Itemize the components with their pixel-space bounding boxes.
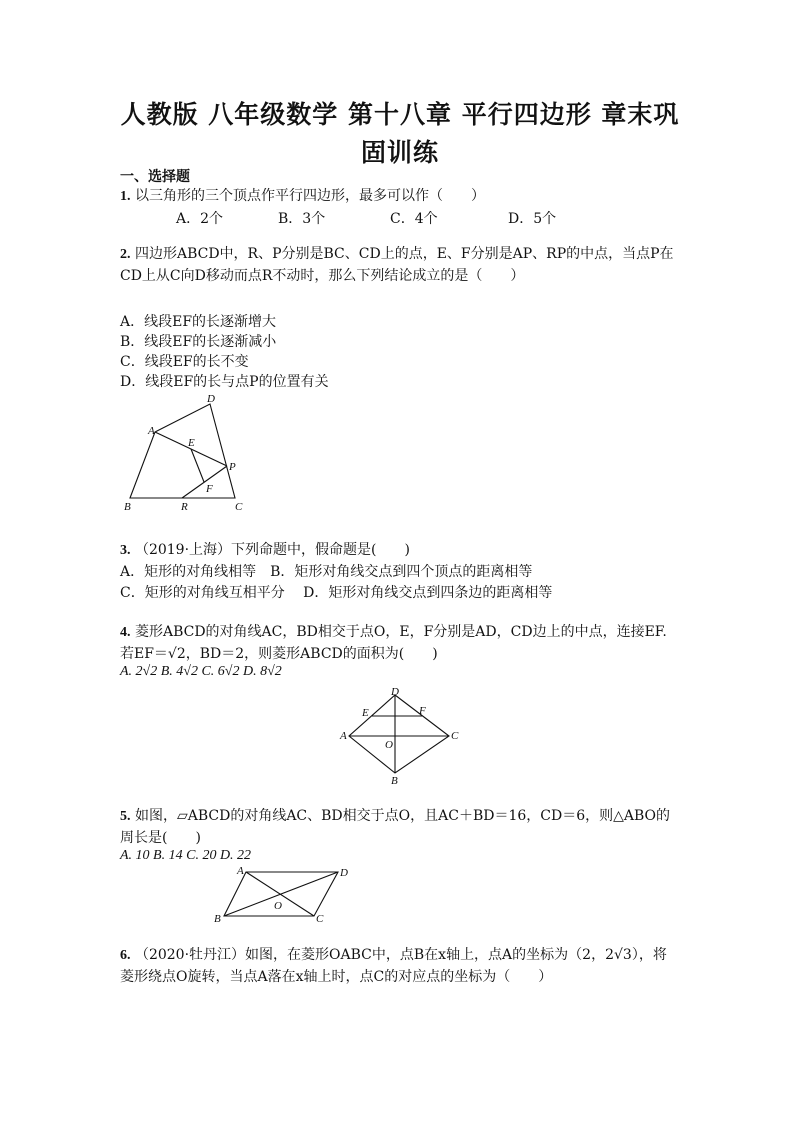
label-p: P xyxy=(229,461,236,473)
section-heading: 一、选择题 xyxy=(120,169,190,185)
label-a: A xyxy=(237,865,244,877)
label-e: E xyxy=(188,437,195,449)
label-o: O xyxy=(385,739,393,751)
q1-option-d: D．5个 xyxy=(508,211,557,227)
question-number: 5. xyxy=(120,809,131,824)
q5-options: A. 10 B. 14 C. 20 D. 22 xyxy=(120,848,252,863)
question-text: 如图，▱ABCD的对角线AC、BD相交于点O，且AC＋BD＝16，CD＝6，则△ABO的周长是( ) xyxy=(120,808,671,846)
q2-option-b: B．线段EF的长逐渐减小 xyxy=(120,334,277,350)
label-r: R xyxy=(181,501,188,513)
question-number: 1. xyxy=(120,189,131,204)
label-d: D xyxy=(391,686,399,698)
page-title: 人教版 八年级数学 第十八章 平行四边形 章末巩固训练 xyxy=(120,100,680,167)
question-text: （2020·牡丹江）如图，在菱形OABC中，点B在x轴上，点A的坐标为（2，2√3），将菱形绕点O旋转，当点A落在x轴上时，点C的对应点的坐标为（ ） xyxy=(120,947,667,985)
label-d: D xyxy=(340,867,348,879)
q1-option-c: C．4个 xyxy=(390,211,438,227)
question-4 xyxy=(120,622,680,664)
label-c: C xyxy=(235,501,243,513)
label-b: B xyxy=(391,775,398,784)
question-6 xyxy=(120,945,680,987)
label-d: D xyxy=(207,393,215,405)
question-3 xyxy=(120,540,680,562)
segment-rp xyxy=(182,466,227,498)
question-number: 2. xyxy=(120,247,131,262)
q2-option-a: A．线段EF的长逐渐增大 xyxy=(120,314,277,330)
q5-parallelogram-figure xyxy=(210,864,360,924)
quadrilateral-abcd xyxy=(130,404,235,498)
label-c: C xyxy=(451,730,459,742)
q1-option-b: B．3个 xyxy=(278,211,326,227)
label-f: F xyxy=(206,483,213,495)
question-1 xyxy=(120,186,680,208)
label-b: B xyxy=(214,913,221,924)
q3-options-line-1: A．矩形的对角线相等 B．矩形对角线交点到四个顶点的距离相等 xyxy=(120,564,533,580)
label-o: O xyxy=(274,900,282,912)
question-2 xyxy=(120,244,680,286)
question-number: 4. xyxy=(120,625,131,640)
question-number: 6. xyxy=(120,948,131,963)
question-5 xyxy=(120,806,680,848)
question-text: （2019·上海）下列命题中，假命题是( ) xyxy=(134,542,410,558)
question-text: 四边形ABCD中，R、P分别是BC、CD上的点，E、F分别是AP、RP的中点，当点P在CD上从C向D移动而点R不动时，那么下列结论成立的是（ ） xyxy=(120,246,674,284)
question-number: 3. xyxy=(120,543,131,558)
q3-options-line-2: C．矩形的对角线互相平分 D．矩形对角线交点到四条边的距离相等 xyxy=(120,585,553,601)
label-a: A xyxy=(148,425,155,437)
question-text: 以三角形的三个顶点作平行四边形，最多可以作（ ） xyxy=(134,188,485,204)
q1-option-a: A．2个 xyxy=(176,211,224,227)
q2-quadrilateral-figure xyxy=(118,388,258,518)
question-text: 菱形ABCD的对角线AC，BD相交于点O，E，F分别是AD，CD边上的中点，连接EF.若EF＝√2，BD＝2，则菱形ABCD的面积为( ) xyxy=(120,624,667,662)
label-b: B xyxy=(124,501,131,513)
label-c: C xyxy=(316,913,324,924)
q2-option-d: D．线段EF的长与点P的位置有关 xyxy=(120,374,329,390)
label-f: F xyxy=(419,705,426,717)
q4-options: A. 2√2 B. 4√2 C. 6√2 D. 8√2 xyxy=(120,664,282,679)
q4-rhombus-figure xyxy=(335,686,465,784)
label-a: A xyxy=(340,730,347,742)
label-e: E xyxy=(362,707,369,719)
q2-option-c: C．线段EF的长不变 xyxy=(120,354,249,370)
